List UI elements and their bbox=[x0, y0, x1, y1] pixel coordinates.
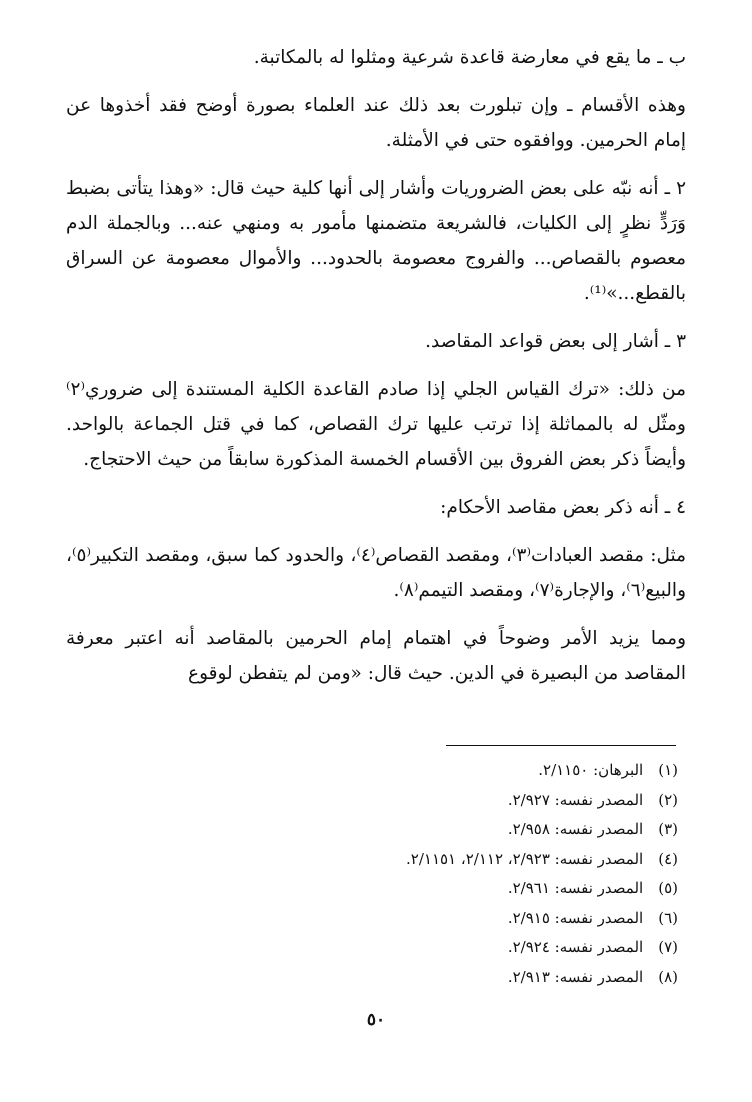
footnote-item bbox=[118, 786, 678, 816]
footnote-text: المصدر نفسه: ٢/٩٥٨. bbox=[507, 820, 644, 838]
paragraph-point-3-example: من ذلك: «ترك القياس الجلي إذا صادم القاعدة الكلية المستندة إلى ضروري⁽٢⁾ ومثّل له بالمماثلة إذا ترتب عليها ترك القصاص، كما في قتل الجماعة بالواحد. وأيضاً ذكر بعض الفروق بين الأقسام الخمسة المذكورة سابقاً من حيث الاحتجاج. bbox=[66, 379, 686, 470]
footnote-separator bbox=[446, 745, 676, 746]
footnote-number: (٧) bbox=[658, 938, 678, 956]
footnote-text: المصدر نفسه: ٢/٩٢٣، ٢/١١٢، ٢/١١٥١. bbox=[406, 849, 644, 868]
footnote-item bbox=[118, 756, 678, 786]
footnote-text: المصدر نفسه: ٢/٩٢٤. bbox=[507, 938, 644, 956]
page-number: ٥٠ bbox=[366, 1010, 386, 1030]
footnote-number: (٢) bbox=[658, 790, 678, 809]
footnote-item bbox=[118, 904, 678, 934]
paragraph-subpoint-b: ب ـ ما يقع في معارضة قاعدة شرعية ومثلوا له بالمكاتبة. bbox=[253, 47, 686, 68]
paragraph-point-2: ٢ ـ أنه نبّه على بعض الضروريات وأشار إلى أنها كلية حيث قال: «وهذا يتأتى بضبط وَرَدٍّ نظرٍ إلى الكليات، فالشريعة متضمنها مأمور به ومنهي عنه... وبالجملة الدم معصوم بالقصاص... والفروج معصومة بالحدود... والأموال معصومة عن السراق بالقطع...»⁽¹⁾. bbox=[66, 178, 686, 304]
footnote-text: المصدر نفسه: ٢/٩٦١. bbox=[507, 879, 644, 897]
paragraph-point-4-examples: مثل: مقصد العبادات⁽٣⁾، ومقصد القصاص⁽٤⁾، والحدود كما سبق، ومقصد التكبير⁽٥⁾، والبيع⁽٦⁾، والإجارة⁽٧⁾، ومقصد التيمم⁽٨⁾. bbox=[66, 545, 686, 601]
footnotes bbox=[118, 756, 678, 992]
footnote-number: (١) bbox=[658, 761, 678, 779]
footnote-number: (٦) bbox=[658, 908, 678, 927]
footnote-item bbox=[118, 845, 678, 875]
footnote-text: البرهان: ٢/١١٥٠. bbox=[538, 761, 644, 779]
footnote-number: (٤) bbox=[658, 849, 678, 868]
paragraph-point-3: ٣ ـ أشار إلى بعض قواعد المقاصد. bbox=[425, 331, 686, 352]
footnote-number: (٣) bbox=[658, 820, 678, 838]
footnote-number: (٥) bbox=[658, 879, 678, 897]
footnote-item bbox=[118, 933, 678, 963]
paragraph-closing: ومما يزيد الأمر وضوحاً في اهتمام إمام الحرمين بالمقاصد أنه اعتبر معرفة المقاصد من البصيرة في الدين. حيث قال: «ومن لم يتفطن لوقوع bbox=[66, 628, 686, 684]
footnote-number: (٨) bbox=[658, 967, 678, 986]
footnote-item bbox=[118, 815, 678, 845]
footnote-text: المصدر نفسه: ٢/٩٢٧. bbox=[507, 790, 644, 809]
footnote-item bbox=[118, 963, 678, 993]
footnote-item bbox=[118, 874, 678, 904]
paragraph-point-4: ٤ ـ أنه ذكر بعض مقاصد الأحكام: bbox=[440, 497, 686, 518]
footnote-text: المصدر نفسه: ٢/٩١٣. bbox=[507, 967, 644, 986]
footnote-text: المصدر نفسه: ٢/٩١٥. bbox=[507, 908, 644, 927]
main-text bbox=[66, 40, 686, 704]
paragraph-divisions: وهذه الأقسام ـ وإن تبلورت بعد ذلك عند العلماء بصورة أوضح فقد أخذوها عن إمام الحرمين. ووافقوه حتى في الأمثلة. bbox=[66, 95, 686, 151]
